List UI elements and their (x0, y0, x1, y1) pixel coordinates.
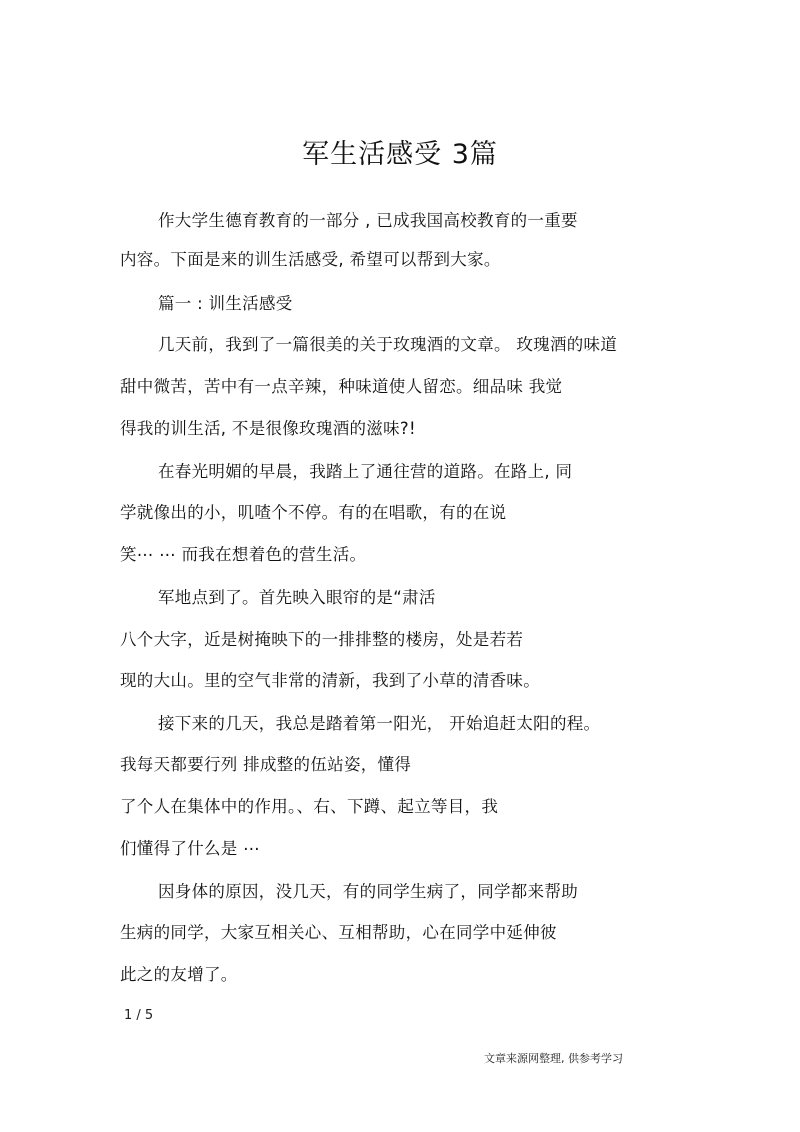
paragraph-line: 在春光明媚的早晨，我踏上了通往营的道路。在路上, 同 (158, 462, 573, 481)
paragraph-line: 甜中微苦，苦中有一点辛辣，种味道使人留恋。细品味 我觉 (120, 377, 563, 396)
paragraph-line: 因身体的原因，没几天，有的同学生病了，同学都来帮助 (158, 882, 578, 901)
paragraph-line: 我每天都要行列 排成整的伍站姿，懂得 (120, 755, 412, 774)
paragraph-line: 们懂得了什么是 ⋯ (120, 839, 260, 858)
footer-note: 文章来源网整理, 供参考学习 (484, 1052, 623, 1065)
paragraph-line: 了个人在集体中的作用。、右、下蹲、起立等目，我 (120, 797, 499, 816)
paragraph-line: 现的大山。里的空气非常的清新，我到了小草的清香味。 (120, 671, 540, 690)
page-number: 1 / 5 (124, 1008, 154, 1023)
paragraph-line: 学就像出的小，叽喳个不停。有的在唱歌，有的在说 (120, 503, 507, 522)
paragraph-line: 八个大字，近是树掩映下的一排排整的楼房，处是若若 (120, 630, 524, 649)
paragraph-line: 生病的同学，大家互相关心、互相帮助，心在同学中延伸彼 (120, 923, 557, 942)
paragraph-line: 作大学生德育教育的一部分 , 已成我国高校教育的一重要 (158, 211, 578, 230)
paragraph-line: 军地点到了。首先映入眼帘的是“肃活 (158, 588, 436, 607)
paragraph-line: 此之的友增了。 (120, 965, 238, 984)
paragraph-line: 接下来的几天，我总是踏着第一阳光， 开始追赶太阳的程。 (158, 714, 601, 733)
paragraph-line: 笑⋯ ⋯ 而我在想着色的营生活。 (120, 545, 367, 564)
paragraph-line: 几天前，我到了一篇很美的关于玫瑰酒的文章。 玫瑰酒的味道 (158, 335, 618, 354)
section-heading: 篇一 : 训生活感受 (158, 294, 293, 313)
paragraph-line: 得我的训生活, 不是很像玫瑰酒的滋味?! (120, 419, 416, 438)
document-title: 军生活感受 3篇 (302, 139, 498, 170)
paragraph-line: 内容。下面是来的训生活感受, 希望可以帮到大家。 (120, 250, 501, 269)
